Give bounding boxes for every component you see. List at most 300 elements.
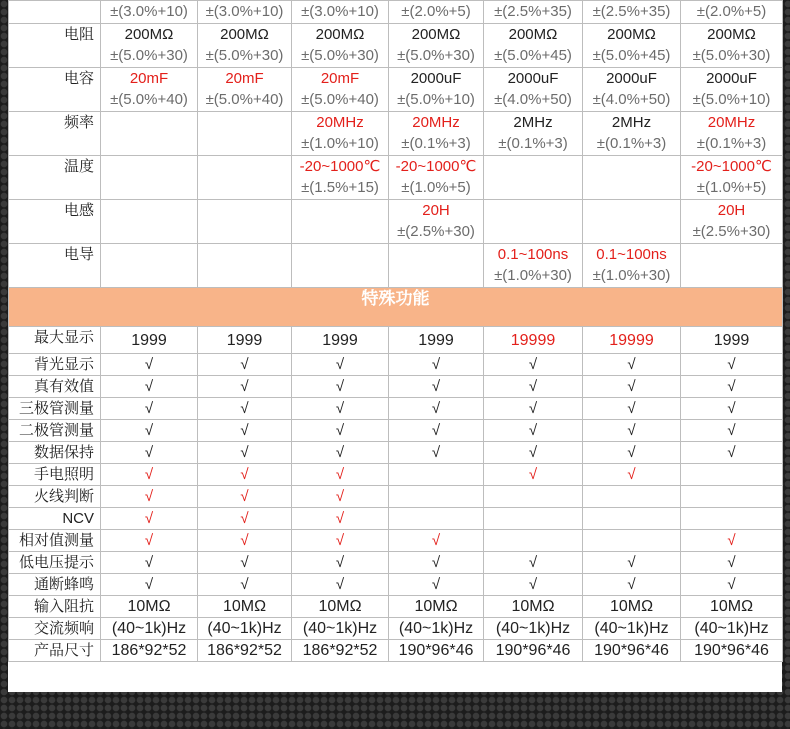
spec-cell [198,112,292,156]
feature-row [9,574,783,596]
feature-value: 10MΩ [709,598,754,615]
spec-cell [583,200,681,244]
feature-cell [583,596,681,618]
feature-cell [101,420,198,442]
spec-accuracy: ±(5.0%+45) [494,47,572,64]
check-mark: √ [240,356,249,373]
check-mark: √ [144,532,154,549]
row-label: 火线判断 [9,486,101,508]
spec-cell [292,244,389,288]
feature-cell [484,596,583,618]
spec-row [9,244,783,288]
feature-cell [101,354,198,376]
check-mark: √ [431,576,441,593]
feature-cell [484,618,583,640]
spec-cell [681,24,783,68]
spec-value: 200MΩ [124,26,174,43]
section-header-row [9,288,783,327]
spec-cell [198,244,292,288]
check-mark: √ [144,400,154,417]
spec-cell [484,156,583,200]
feature-cell [292,354,389,376]
check-mark: √ [240,422,249,439]
check-mark: √ [240,400,249,417]
check-mark: √ [627,554,636,571]
spec-accuracy: ±(1.0%+5) [696,179,767,196]
spec-cell [389,156,484,200]
spec-row [9,68,783,112]
spec-accuracy: ±(1.0%+5) [401,179,471,196]
feature-cell [198,530,292,552]
feature-cell [583,420,681,442]
feature-row [9,508,783,530]
spec-cell [583,112,681,156]
check-mark: √ [727,576,736,593]
check-mark: √ [528,554,538,571]
feature-cell [583,486,681,508]
feature-cell [101,442,198,464]
feature-cell [681,596,783,618]
feature-row [9,530,783,552]
feature-cell [292,530,389,552]
spec-cell [484,244,583,288]
spec-cell [583,156,681,200]
spec-cell [101,68,198,112]
spec-cell [484,112,583,156]
spec-cell [389,200,484,244]
feature-cell [198,618,292,640]
feature-cell [681,376,783,398]
range-cell: ±(3.0%+10) [101,1,198,24]
row-label: 电阻 [9,24,101,68]
accuracy-row [9,1,783,24]
spec-value: 2000uF [606,70,657,87]
spec-accuracy: ±(5.0%+30) [397,47,475,64]
check-mark: √ [144,378,154,395]
range-cell: ±(3.0%+10) [198,1,292,24]
row-label: 最大显示 [9,327,101,354]
feature-cell [681,354,783,376]
feature-row [9,327,783,354]
check-mark: √ [528,356,538,373]
feature-cell [101,552,198,574]
row-label: 电导 [9,244,101,288]
feature-cell [389,398,484,420]
feature-value: 1999 [322,331,358,349]
feature-cell [681,508,783,530]
spec-accuracy: ±(1.0%+30) [592,267,671,284]
feature-cell [198,442,292,464]
spec-cell [681,156,783,200]
feature-cell [389,574,484,596]
feature-value: (40~1k)Hz [207,620,282,637]
feature-row [9,596,783,618]
check-mark: √ [144,422,154,439]
feature-cell [484,327,583,354]
check-mark: √ [240,510,249,527]
feature-cell [484,552,583,574]
feature-cell [389,530,484,552]
row-label: 背光显示 [9,354,101,376]
feature-cell [681,464,783,486]
feature-cell [101,530,198,552]
row-label: 数据保持 [9,442,101,464]
check-mark: √ [727,532,736,549]
feature-cell [583,640,681,662]
spec-accuracy: ±(1.0%+30) [494,267,572,284]
spec-cell [583,24,681,68]
spec-row [9,112,783,156]
spec-table [8,0,783,662]
feature-value: 10MΩ [127,598,171,615]
spec-value: 20mF [320,70,360,87]
feature-value: 10MΩ [609,598,654,615]
check-mark: √ [335,488,345,505]
spec-cell [389,112,484,156]
spec-cell [389,68,484,112]
check-mark: √ [727,356,736,373]
check-mark: √ [144,510,154,527]
feature-cell [583,552,681,574]
check-mark: √ [627,400,636,417]
spec-value: -20~1000℃ [691,158,772,175]
spec-cell [101,200,198,244]
feature-cell [389,354,484,376]
spec-value: 20mF [225,70,264,87]
spec-value: 200MΩ [707,26,756,43]
check-mark: √ [335,466,345,483]
check-mark: √ [727,444,736,461]
feature-value: (40~1k)Hz [111,620,187,637]
feature-cell [292,376,389,398]
spec-row [9,24,783,68]
spec-accuracy: ±(1.5%+15) [301,179,379,196]
feature-cell [389,327,484,354]
feature-cell [292,552,389,574]
spec-value: 20H [717,202,746,219]
feature-cell [198,398,292,420]
check-mark: √ [727,554,736,571]
feature-cell [681,574,783,596]
feature-cell [101,376,198,398]
feature-cell [292,574,389,596]
spec-accuracy: ±(5.0%+30) [110,47,188,64]
feature-value: 1999 [418,331,454,349]
feature-cell [292,596,389,618]
feature-cell [389,596,484,618]
spec-value: 200MΩ [220,26,269,43]
check-mark: √ [431,422,441,439]
spec-accuracy: ±(4.0%+50) [494,91,572,108]
feature-row [9,486,783,508]
feature-cell [101,327,198,354]
check-mark: √ [240,554,249,571]
spec-cell [681,68,783,112]
feature-value: 190*96*46 [694,642,769,659]
feature-cell [292,508,389,530]
row-label: 电感 [9,200,101,244]
range-cell: ±(2.5%+35) [583,1,681,24]
feature-value: (40~1k)Hz [398,620,474,637]
feature-cell [101,398,198,420]
range-cell: ±(2.5%+35) [484,1,583,24]
feature-cell [583,508,681,530]
check-mark: √ [144,554,154,571]
feature-cell [484,464,583,486]
check-mark: √ [627,378,636,395]
row-label: 三极管测量 [9,398,101,420]
check-mark: √ [727,378,736,395]
feature-cell [484,398,583,420]
feature-cell [292,486,389,508]
check-mark: √ [528,444,538,461]
feature-value: (40~1k)Hz [694,620,769,637]
feature-cell [389,552,484,574]
spec-cell [292,156,389,200]
check-mark: √ [335,576,345,593]
feature-cell [681,420,783,442]
spec-value: 200MΩ [315,26,365,43]
feature-cell [198,376,292,398]
spec-value: 20mF [129,70,169,87]
feature-cell [101,486,198,508]
feature-cell [484,420,583,442]
feature-cell [484,508,583,530]
check-mark: √ [431,444,441,461]
spec-accuracy: ±(0.1%+3) [498,135,568,152]
feature-value: 1999 [131,331,167,349]
feature-cell [198,508,292,530]
check-mark: √ [335,422,345,439]
check-mark: √ [240,576,249,593]
check-mark: √ [431,378,441,395]
feature-value: 190*96*46 [594,642,669,659]
feature-row [9,420,783,442]
feature-value: 10MΩ [511,598,555,615]
feature-row [9,442,783,464]
feature-cell [484,354,583,376]
check-mark: √ [627,466,636,483]
spec-sheet [8,0,782,692]
feature-cell [583,354,681,376]
spec-table-body [9,1,783,662]
feature-cell [198,354,292,376]
check-mark: √ [431,554,441,571]
feature-cell [101,508,198,530]
row-label: 频率 [9,112,101,156]
spec-cell [198,68,292,112]
feature-cell [583,376,681,398]
row-label: 二极管测量 [9,420,101,442]
check-mark: √ [144,444,154,461]
check-mark: √ [335,444,345,461]
spec-cell [484,68,583,112]
feature-value: 19999 [609,331,654,349]
row-label: 电容 [9,68,101,112]
spec-cell [101,112,198,156]
row-label: NCV [9,508,101,530]
feature-cell [583,442,681,464]
spec-accuracy: ±(2.5%+30) [692,223,771,240]
feature-value: (40~1k)Hz [594,620,669,637]
spec-accuracy: ±(5.0%+10) [692,91,771,108]
row-label: 交流频响 [9,618,101,640]
row-label: 相对值测量 [9,530,101,552]
feature-row [9,398,783,420]
feature-row [9,552,783,574]
feature-cell [389,640,484,662]
check-mark: √ [727,400,736,417]
spec-accuracy: ±(2.5%+30) [397,223,475,240]
feature-cell [292,420,389,442]
check-mark: √ [528,422,538,439]
check-mark: √ [335,378,345,395]
spec-cell [198,200,292,244]
spec-accuracy: ±(5.0%+10) [397,91,475,108]
feature-cell [583,574,681,596]
spec-accuracy: ±(0.1%+3) [696,135,767,152]
range-cell: ±(2.0%+5) [681,1,783,24]
feature-cell [484,640,583,662]
check-mark: √ [528,378,538,395]
feature-value: 1999 [226,331,263,349]
feature-cell [198,596,292,618]
check-mark: √ [240,488,249,505]
spec-accuracy: ±(5.0%+30) [692,47,771,64]
row-label: 真有效值 [9,376,101,398]
feature-cell [101,464,198,486]
feature-cell [292,442,389,464]
feature-value: (40~1k)Hz [302,620,378,637]
row-label: 产品尺寸 [9,640,101,662]
feature-cell [198,464,292,486]
feature-cell [389,420,484,442]
spec-cell [389,244,484,288]
feature-cell [389,486,484,508]
feature-row [9,464,783,486]
feature-cell [583,530,681,552]
feature-cell [198,552,292,574]
spec-cell [292,200,389,244]
feature-cell [101,618,198,640]
check-mark: √ [240,444,249,461]
feature-cell [484,574,583,596]
feature-cell [292,464,389,486]
feature-cell [681,640,783,662]
check-mark: √ [627,444,636,461]
spec-cell [292,24,389,68]
feature-cell [681,530,783,552]
feature-cell [389,464,484,486]
spec-accuracy: ±(0.1%+3) [596,135,667,152]
feature-cell [484,442,583,464]
spec-value: 0.1~100ns [596,246,667,263]
feature-row [9,354,783,376]
spec-cell [101,24,198,68]
row-label: 手电照明 [9,464,101,486]
spec-value: 2000uF [507,70,559,87]
check-mark: √ [240,532,249,549]
range-cell: ±(2.0%+5) [389,1,484,24]
spec-value: 2MHz [513,114,553,131]
spec-cell [681,244,783,288]
feature-row [9,640,783,662]
spec-accuracy: ±(4.0%+50) [592,91,671,108]
spec-accuracy: ±(0.1%+3) [401,135,471,152]
check-mark: √ [144,488,154,505]
feature-value: 186*92*52 [111,642,187,659]
feature-row [9,618,783,640]
feature-cell [583,464,681,486]
feature-cell [198,327,292,354]
feature-cell [198,574,292,596]
check-mark: √ [431,532,441,549]
spec-value: 200MΩ [411,26,461,43]
spec-cell [292,112,389,156]
spec-accuracy: ±(5.0%+40) [205,91,284,108]
section-title: 特殊功能 [9,288,783,327]
feature-cell [484,530,583,552]
feature-value: (40~1k)Hz [495,620,571,637]
feature-cell [681,486,783,508]
spec-value: 200MΩ [508,26,558,43]
feature-value: 10MΩ [414,598,458,615]
feature-cell [101,574,198,596]
feature-cell [681,442,783,464]
spec-row [9,156,783,200]
spec-cell [389,24,484,68]
spec-value: 20H [422,202,450,219]
check-mark: √ [627,422,636,439]
feature-value: 10MΩ [222,598,267,615]
feature-cell [198,640,292,662]
check-mark: √ [335,400,345,417]
feature-cell [198,420,292,442]
spec-accuracy: ±(5.0%+30) [205,47,284,64]
spec-value: 200MΩ [607,26,656,43]
feature-value: 190*96*46 [495,642,571,659]
spec-value: 2000uF [410,70,462,87]
row-label: 温度 [9,156,101,200]
spec-cell [681,112,783,156]
check-mark: √ [335,510,345,527]
check-mark: √ [335,532,345,549]
spec-cell [681,200,783,244]
check-mark: √ [144,576,154,593]
feature-value: 19999 [510,331,556,349]
spec-cell [583,68,681,112]
check-mark: √ [627,356,636,373]
feature-value: 1999 [713,331,750,349]
feature-row [9,376,783,398]
feature-cell [389,508,484,530]
spec-value: 20MHz [412,114,460,131]
check-mark: √ [528,400,538,417]
feature-cell [681,552,783,574]
spec-cell [484,24,583,68]
spec-cell [198,24,292,68]
spec-cell [484,200,583,244]
feature-cell [681,327,783,354]
check-mark: √ [335,356,345,373]
range-cell: ±(3.0%+10) [292,1,389,24]
spec-value: 20MHz [316,114,364,131]
spec-value: 0.1~100ns [497,246,569,263]
feature-cell [681,618,783,640]
spec-cell [292,68,389,112]
feature-cell [292,327,389,354]
check-mark: √ [528,576,538,593]
